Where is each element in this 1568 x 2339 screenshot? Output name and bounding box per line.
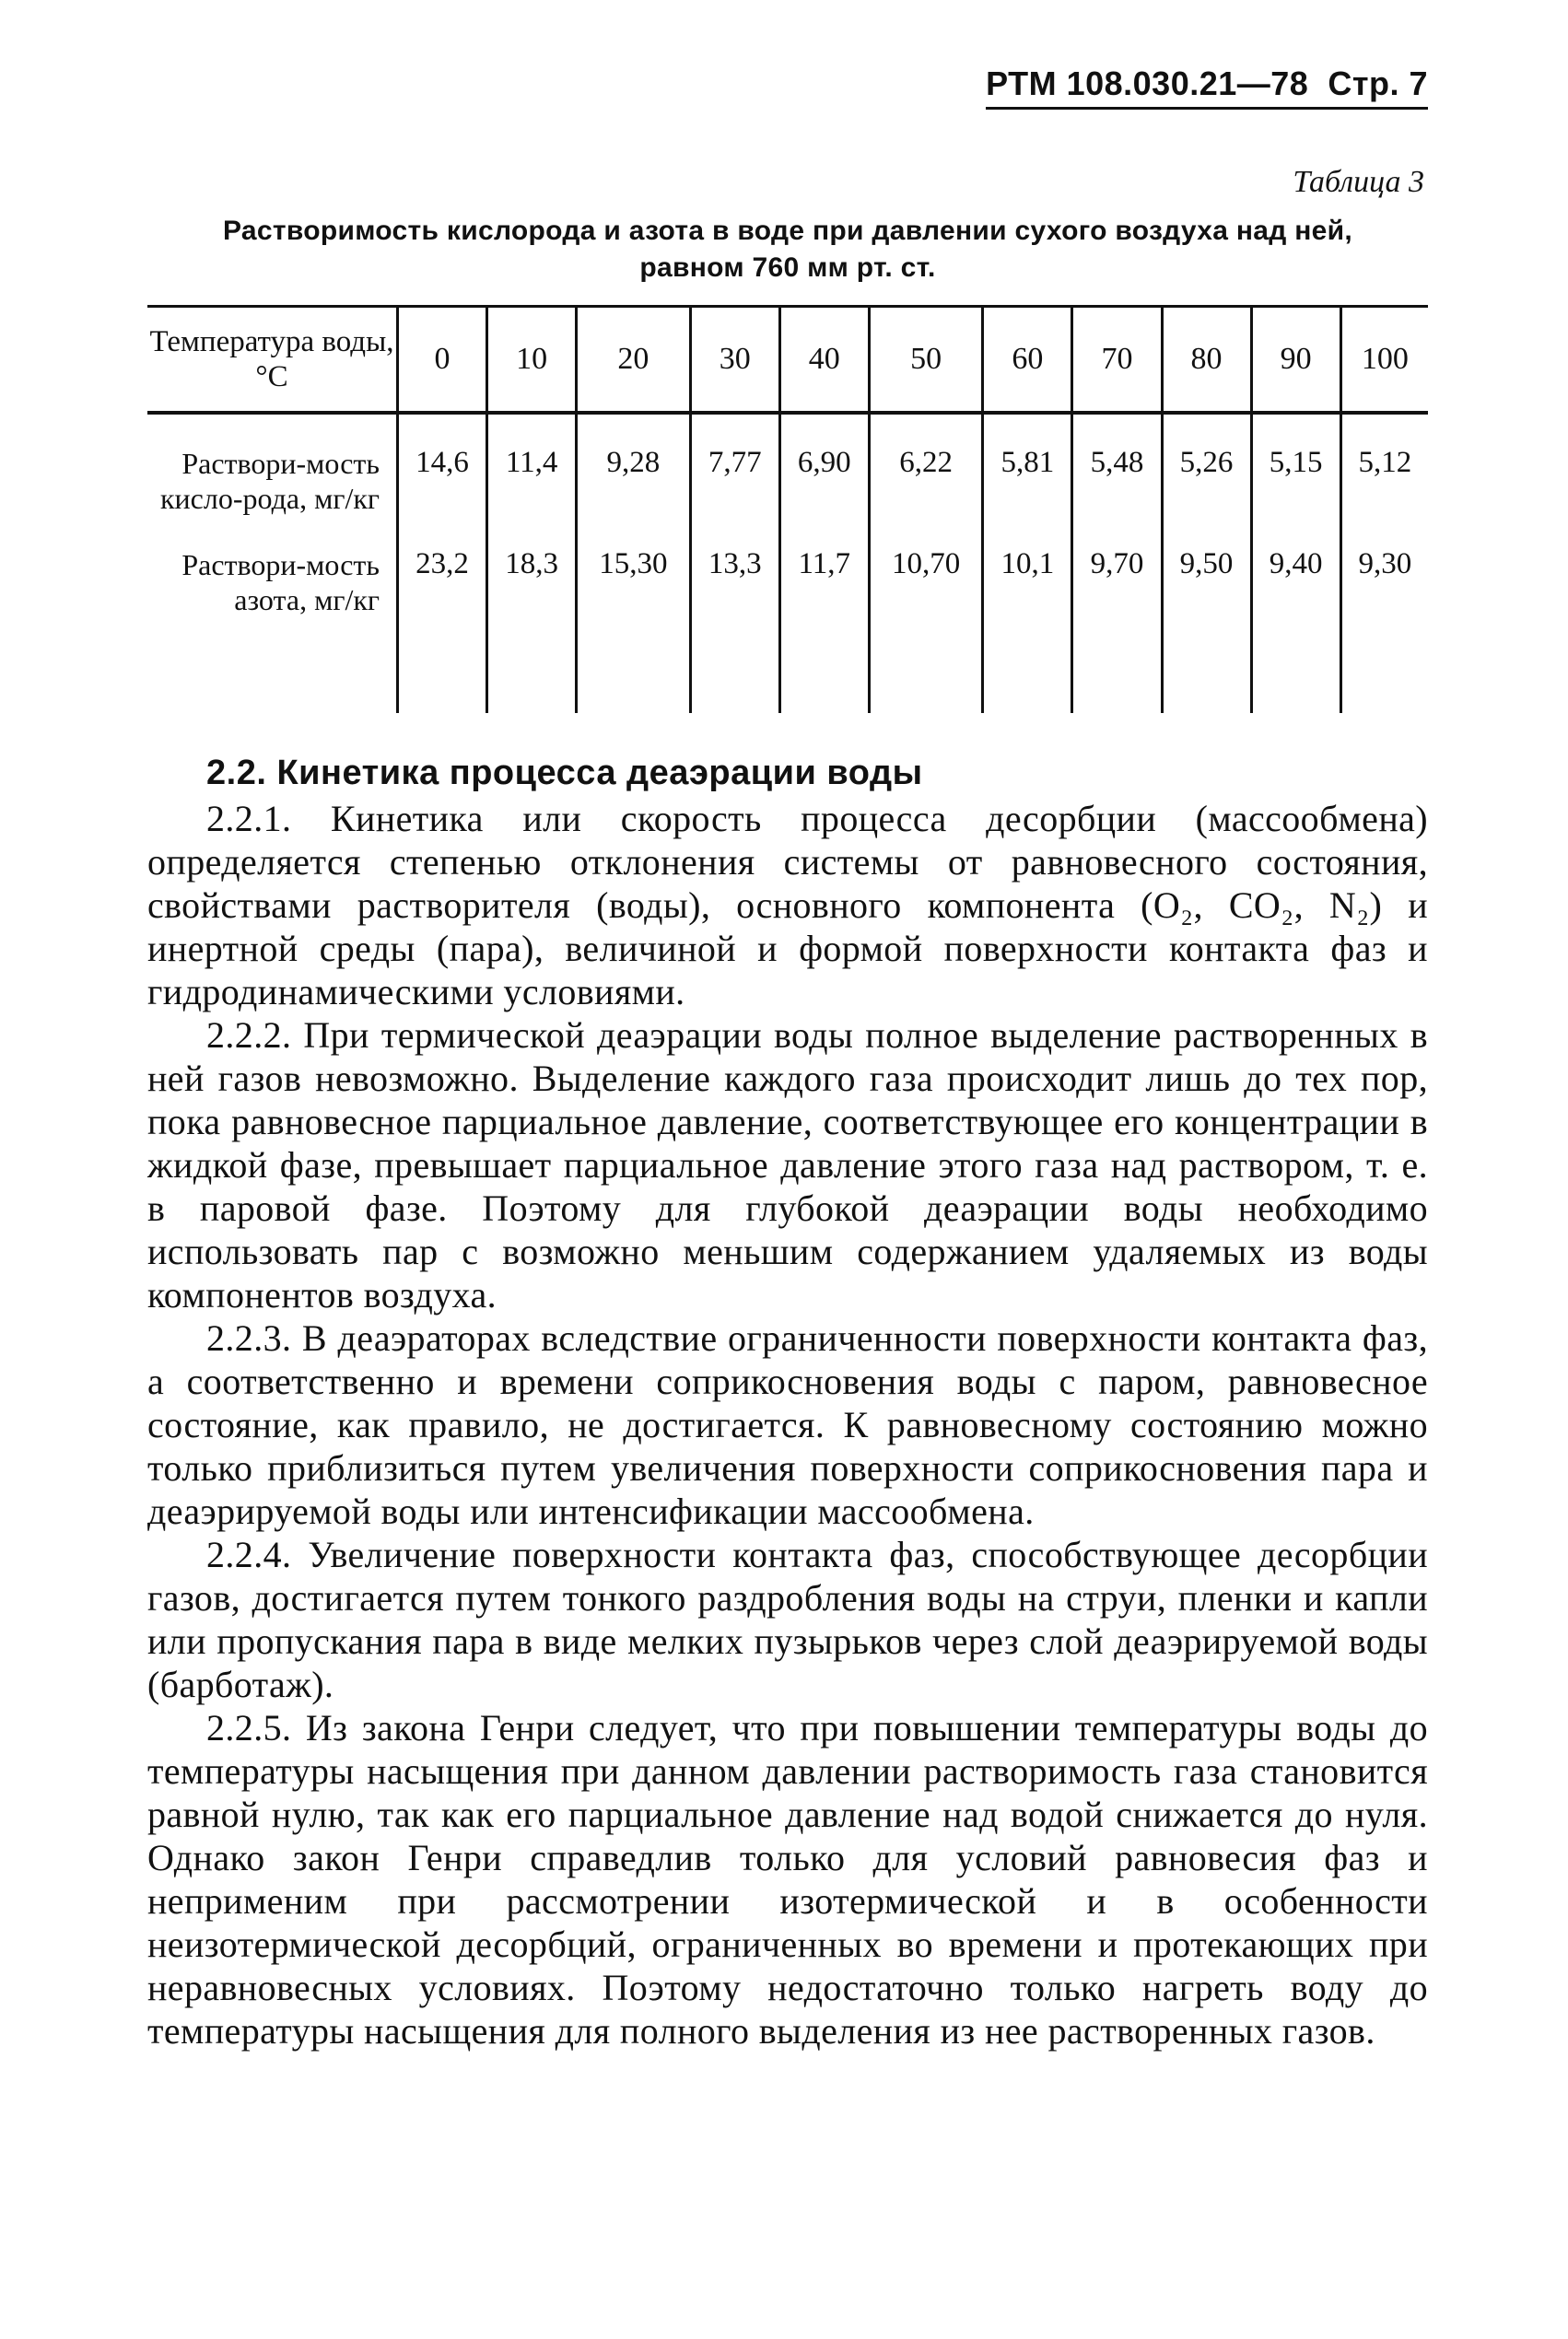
table-cell: 5,12	[1340, 413, 1428, 547]
header-temp-cell: 70	[1072, 307, 1162, 414]
table-cell: 9,50	[1162, 547, 1251, 713]
table-cell: 14,6	[398, 413, 487, 547]
table-cell: 9,40	[1251, 547, 1340, 713]
row-label-oxygen: Раствори-мость кисло-рода, мг/кг	[160, 447, 380, 515]
page-number: Стр. 7	[1328, 64, 1428, 102]
header-temp-cell: 40	[779, 307, 869, 414]
paragraph-2-2-3: 2.2.3. В деаэраторах вследствие ограниченности поверхности контакта фаз, а соответственно и времени соприкосновения воды с паром, равновесное состояние, как правило, не достигается. К равновесному состоянию можно только приблизиться путем увеличения поверхности соприкосновения пара и деаэрируемой воды или интенсификации массообмена.	[147, 1317, 1428, 1532]
table-cell: 9,70	[1072, 547, 1162, 713]
table-cell: 6,22	[869, 413, 982, 547]
paragraph-2-2-5: 2.2.5. Из закона Генри следует, что при повышении температуры воды до температуры насыщения при данном давлении растворимость газа становится равной нулю, так как его парциальное давление над водой снижается до нуля. Однако закон Генри справедлив только для условий равновесия фаз и неприменим при рассмотрении изотермической и в особенности неизотермической десорбций, ограниченных во времени и протекающих при неравновесных условиях. Поэтому недостаточно только нагреть воду до температуры насыщения для полного выделения из нее растворенных газов.	[147, 1707, 1428, 2052]
table-cell: 5,48	[1072, 413, 1162, 547]
table-cell: 7,77	[690, 413, 779, 547]
table-cell: 10,1	[983, 547, 1072, 713]
table-cell: 5,15	[1251, 413, 1340, 547]
table-cell: 15,30	[577, 547, 690, 713]
table-cell: 11,4	[487, 413, 577, 547]
table-cell: 6,90	[779, 413, 869, 547]
table-title-line-1: Растворимость кислорода и азота в воде при давлении сухого воздуха над ней,	[223, 216, 1352, 246]
doc-code: РТМ 108.030.21—78	[986, 64, 1309, 102]
page-header	[147, 64, 1428, 103]
table-cell: 10,70	[869, 547, 982, 713]
table-cell: 23,2	[398, 547, 487, 713]
table-row-oxygen	[147, 413, 1428, 547]
header-temp-cell: 90	[1251, 307, 1340, 414]
header-temp-cell: 50	[869, 307, 982, 414]
table-title-line-2: равном 760 мм рт. ст.	[639, 252, 936, 283]
table-row-nitrogen	[147, 547, 1428, 713]
section-heading: 2.2. Кинетика процесса деаэрации воды	[206, 754, 923, 792]
header-rule	[986, 107, 1428, 110]
table-cell: 5,81	[983, 413, 1072, 547]
table-cell: 9,28	[577, 413, 690, 547]
header-temp-cell: 10	[487, 307, 577, 414]
table-cell: 11,7	[779, 547, 869, 713]
header-temp-cell: 20	[577, 307, 690, 414]
row-label-nitrogen: Раствори-мость азота, мг/кг	[181, 548, 380, 616]
paragraph-2-2-4: 2.2.4. Увеличение поверхности контакта фаз, способствующее десорбции газов, достигается путем тонкого раздробления воды на струи, пленки и капли или пропускания пара в виде мелких пузырьков через слой деаэрируемой воды (барботаж).	[147, 1534, 1428, 1705]
header-temp-cell: 80	[1162, 307, 1251, 414]
section-body	[147, 797, 1428, 2052]
table-cell: 9,30	[1340, 547, 1428, 713]
header-temperature-label: Температура воды, °С	[149, 325, 394, 393]
table-cell: 5,26	[1162, 413, 1251, 547]
table-title	[147, 213, 1428, 287]
header-temp-cell: 0	[398, 307, 487, 414]
paragraph-2-2-2: 2.2.2. При термической деаэрации воды полное выделение растворенных в ней газов невозможно. Выделение каждого газа происходит лишь до тех пор, пока равновесное парциальное давление, соответствующее его концентрации в жидкой фазе, превышает парциальное давление этого газа над раствором, т. е. в паровой фазе. Поэтому для глубокой деаэрации воды необходимо использовать пар с возможно меньшим содержанием удаляемых из воды компонентов воздуха.	[147, 1014, 1428, 1316]
table-header-row	[147, 307, 1428, 414]
table-label: Таблица 3	[1293, 165, 1424, 199]
header-temp-cell: 60	[983, 307, 1072, 414]
paragraph-2-2-1: 2.2.1. Кинетика или скорость процесса десорбции (массообмена) определяется степенью отклонения системы от равновесного состояния, свойствами растворителя (воды), основного компонента (O₂, CO₂, N₂) и инертной среды (пара), величиной и формой поверхности контакта фаз и гидродинамическими условиями.	[147, 798, 1428, 1012]
header-temp-cell: 30	[690, 307, 779, 414]
header-temp-cell: 100	[1340, 307, 1428, 414]
solubility-table	[147, 305, 1428, 713]
table-cell: 13,3	[690, 547, 779, 713]
table-cell: 18,3	[487, 547, 577, 713]
document-page	[147, 64, 1428, 2052]
